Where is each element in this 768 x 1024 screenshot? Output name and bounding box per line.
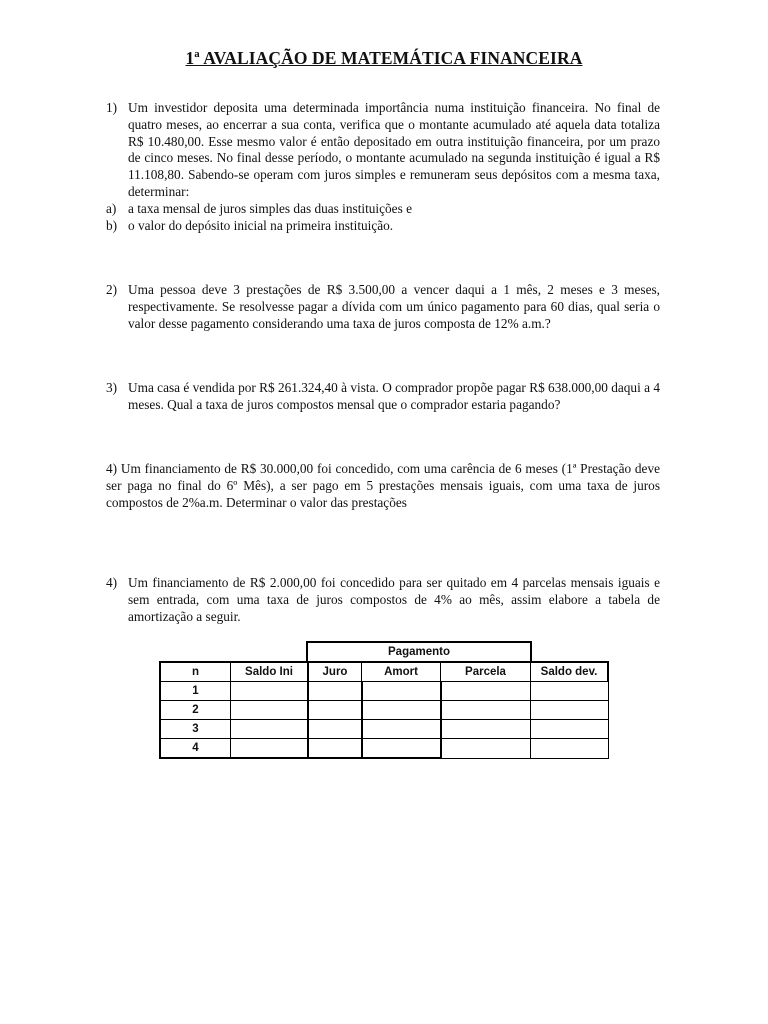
question-1-item-a — [106, 201, 660, 218]
cell-parcela[interactable] — [441, 682, 531, 701]
cell-saldo-ini[interactable] — [231, 720, 309, 739]
question-4b-number: 4) — [106, 575, 118, 590]
item-b-label: b) — [106, 217, 118, 233]
cell-saldo-dev[interactable] — [531, 701, 609, 720]
question-3-number: 3) — [106, 380, 118, 395]
amortization-table — [159, 661, 609, 759]
cell-saldo-ini[interactable] — [231, 682, 309, 701]
row-n-1: 1 — [160, 682, 231, 701]
row-n-2: 2 — [160, 701, 231, 720]
cell-juro[interactable] — [308, 739, 362, 759]
question-2-number: 2) — [106, 282, 118, 297]
page-title: 1ª AVALIAÇÃO DE MATEMÁTICA FINANCEIRA — [185, 48, 583, 68]
cell-saldo-ini[interactable] — [231, 701, 309, 720]
item-a-text: a taxa mensal de juros simples das duas instituições e — [128, 200, 412, 216]
question-1-text: Um investidor deposita uma determinada importância numa instituição financeira. No final de quatro meses, ao encerrar a sua conta, verifica que o montante acumulado até aquela data totaliza R$ 10.480,00. Esse mesmo valor é então depositado em outra instituição financeira, por um prazo de cinco meses. No final desse período, o montante acumulado na segunda instituição é igual a R$ 11.108,80. Sabendo-se operam com juros simples e remuneram seus depósitos com a mesma taxa, determinar: — [128, 100, 660, 199]
table-row — [160, 682, 608, 701]
cell-saldo-dev[interactable] — [531, 682, 609, 701]
header-saldo-ini: Saldo Ini — [231, 662, 309, 682]
question-4-financing: 4) Um financiamento de R$ 30.000,00 foi concedido, com uma carência de 6 meses (1ª Prestação deve ser paga no final do 6º Mês), a ser pago em 5 prestações mensais iguais, com uma taxa de juros compostos de 2%a.m. Determinar o valor das prestações — [106, 461, 660, 510]
question-4-amortization — [106, 575, 660, 625]
cell-amort[interactable] — [362, 701, 441, 720]
cell-saldo-ini[interactable] — [231, 739, 309, 759]
cell-amort[interactable] — [362, 682, 441, 701]
table-row — [160, 739, 608, 759]
cell-juro[interactable] — [308, 682, 362, 701]
question-2-text: Uma pessoa deve 3 prestações de R$ 3.500,00 a vencer daqui a 1 mês, 2 meses e 3 meses, respectivamente. Se resolvesse pagar a dívida com um único pagamento para 60 dias, qual seria o valor desse pagamento considerando uma taxa de juros composta de 12% a.m.? — [128, 282, 660, 331]
question-2 — [106, 282, 660, 332]
cell-parcela[interactable] — [441, 701, 531, 720]
cell-saldo-dev[interactable] — [531, 720, 609, 739]
row-n-3: 3 — [160, 720, 231, 739]
cell-amort[interactable] — [362, 739, 441, 759]
header-parcela: Parcela — [441, 662, 531, 682]
cell-parcela[interactable] — [441, 739, 531, 759]
header-juro: Juro — [308, 662, 362, 682]
header-n: n — [160, 662, 231, 682]
header-amort: Amort — [362, 662, 441, 682]
question-1-number: 1) — [106, 100, 118, 115]
item-a-label: a) — [106, 200, 117, 216]
cell-juro[interactable] — [308, 720, 362, 739]
cell-juro[interactable] — [308, 701, 362, 720]
cell-parcela[interactable] — [441, 720, 531, 739]
cell-saldo-dev[interactable] — [531, 739, 609, 759]
question-1-item-b — [106, 218, 660, 235]
question-4b-text: Um financiamento de R$ 2.000,00 foi concedido para ser quitado em 4 parcelas mensais iguais e sem entrada, com uma taxa de juros compostos de 4% ao mês, assim elabore a tabela de amortização a seguir. — [128, 575, 660, 624]
payment-group-header: Pagamento — [306, 641, 532, 662]
question-3 — [106, 380, 660, 414]
question-3-text: Uma casa é vendida por R$ 261.324,40 à vista. O comprador propõe pagar R$ 638.000,00 daqui a 4 meses. Qual a taxa de juros compostos mensal que o comprador estaria pagando? — [128, 380, 660, 412]
table-row — [160, 720, 608, 739]
row-n-4: 4 — [160, 739, 231, 759]
table-header-row — [160, 662, 608, 682]
item-b-text: o valor do depósito inicial na primeira instituição. — [128, 217, 394, 233]
question-1 — [106, 100, 660, 234]
header-saldo-dev: Saldo dev. — [531, 662, 609, 682]
cell-amort[interactable] — [362, 720, 441, 739]
table-row — [160, 701, 608, 720]
